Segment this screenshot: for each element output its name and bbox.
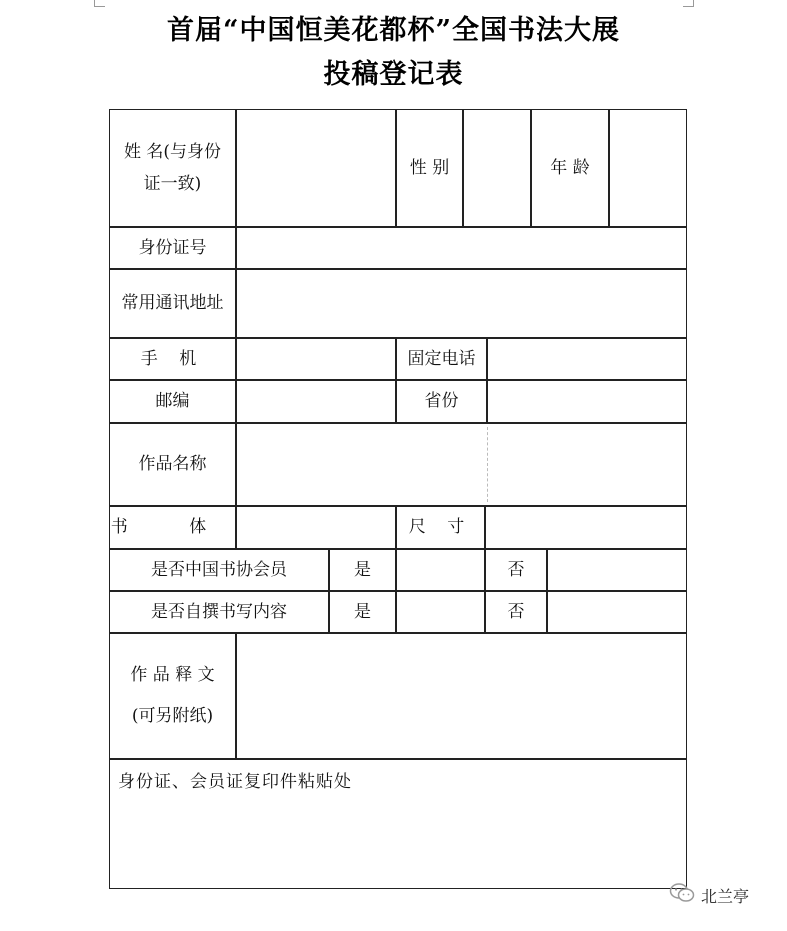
interpretation-label: 作 品 释 文 [130,665,215,686]
mobile-label-cell [109,338,236,380]
size-label-cell [396,506,485,549]
province-label: 省份 [424,391,459,412]
gender-label: 性 别 [409,157,450,178]
script-style-label: 书 体 [110,517,235,538]
work-title-input-cell[interactable] [236,423,687,506]
member-no-input-cell[interactable] [547,549,687,591]
id-number-label-cell [109,227,236,269]
gender-label-cell [396,109,463,227]
age-label: 年 龄 [550,157,590,178]
paste-area-label: 身份证、会员证复印件粘贴处 [118,772,352,792]
original-no-label-cell [485,591,547,633]
document-subtitle: 投稿登记表 [323,59,464,90]
original-yes-input-cell[interactable] [396,591,485,633]
calligraphy-member-label: 是否中国书协会员 [151,559,287,580]
province-input-cell[interactable] [487,380,687,423]
dashed-divider [487,427,488,502]
gender-input-cell[interactable] [463,109,531,227]
script-style-input-cell[interactable] [236,506,396,549]
script-style-label-cell [109,506,236,549]
province-label-cell [396,380,487,423]
id-number-label: 身份证号 [138,237,207,258]
age-label-cell [531,109,609,227]
original-yes-label-cell [329,591,396,633]
original-content-label-cell [109,591,329,633]
member-yes-label: 是 [354,559,371,580]
name-label-cell [109,109,236,227]
postcode-label: 邮编 [155,391,190,412]
watermark [669,882,749,908]
page-corner-mark-right [683,0,694,7]
member-yes-input-cell[interactable] [396,549,485,591]
mobile-label: 手 机 [140,348,205,369]
size-input-cell[interactable] [485,506,687,549]
original-content-label: 是否自撰书写内容 [151,601,287,622]
page-corner-mark-left [94,0,105,7]
id-number-input-cell[interactable] [236,227,687,269]
original-no-input-cell[interactable] [547,591,687,633]
address-label-cell [109,269,236,338]
postcode-input-cell[interactable] [236,380,396,423]
document-title: 首届“中国恒美花都杯”全国书法大展 [166,15,621,46]
mobile-input-cell[interactable] [236,338,396,380]
document-paste-area[interactable] [109,759,687,889]
watermark-text: 北兰亭 [701,886,750,906]
member-no-label-cell [485,549,547,591]
original-no-label: 否 [507,601,525,622]
age-input-cell[interactable] [609,109,687,227]
wechat-icon [669,882,695,908]
calligraphy-member-label-cell [109,549,329,591]
postcode-label-cell [109,380,236,423]
interpretation-note: (可另附纸) [131,706,214,726]
interpretation-label-cell [109,633,236,759]
work-title-label-cell [109,423,236,506]
member-no-label: 否 [507,559,525,580]
size-label: 尺 寸 [408,517,473,538]
address-input-cell[interactable] [236,269,687,338]
original-yes-label: 是 [354,601,371,622]
address-label: 常用通讯地址 [121,293,224,314]
name-input-cell[interactable] [236,109,396,227]
work-title-label: 作品名称 [138,454,207,475]
landline-label-cell [396,338,487,380]
name-label: 姓 名(与身份证一致) [123,141,222,194]
member-yes-label-cell [329,549,396,591]
landline-input-cell[interactable] [487,338,687,380]
registration-form-table [109,109,687,889]
interpretation-input-cell[interactable] [236,633,687,759]
landline-label: 固定电话 [407,348,476,369]
